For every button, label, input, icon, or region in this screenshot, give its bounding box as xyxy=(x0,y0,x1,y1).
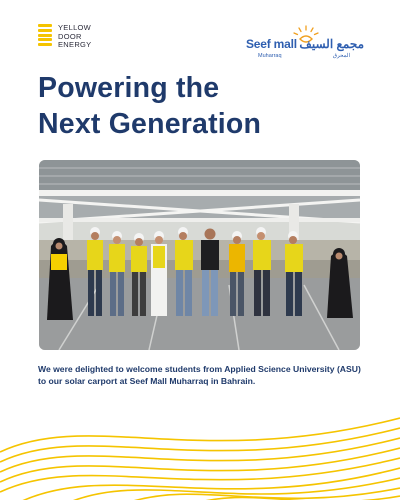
seef-mall-name: Seef mall xyxy=(246,37,297,51)
photo-caption: We were delighted to welcome students from Applied Science University (ASU) to our solar carport at Seef Mall Muharraq in Bahrain. xyxy=(38,364,361,386)
logo-line-1: YELLOW xyxy=(58,23,92,32)
yellow-door-energy-logo xyxy=(38,24,91,50)
headline-line-1: Powering the xyxy=(38,72,220,104)
headline-line-2: Next Generation xyxy=(38,108,262,140)
yellow-door-energy-mark-icon xyxy=(38,24,52,46)
seef-mall-name-arabic: مجمع السيف xyxy=(299,37,364,51)
logo-line-3: ENERGY xyxy=(58,40,92,49)
group-photo-illustration xyxy=(39,160,360,350)
decorative-yellow-waves xyxy=(0,390,400,500)
seef-mall-logo xyxy=(246,25,364,61)
seef-mall-location: Muharraq xyxy=(258,53,282,59)
logo-line-2: DOOR xyxy=(58,31,82,41)
yellow-door-energy-wordmark xyxy=(58,24,91,50)
page-headline xyxy=(38,70,261,142)
group-photo xyxy=(39,160,360,350)
seef-mall-location-arabic: المحرق xyxy=(332,53,350,59)
